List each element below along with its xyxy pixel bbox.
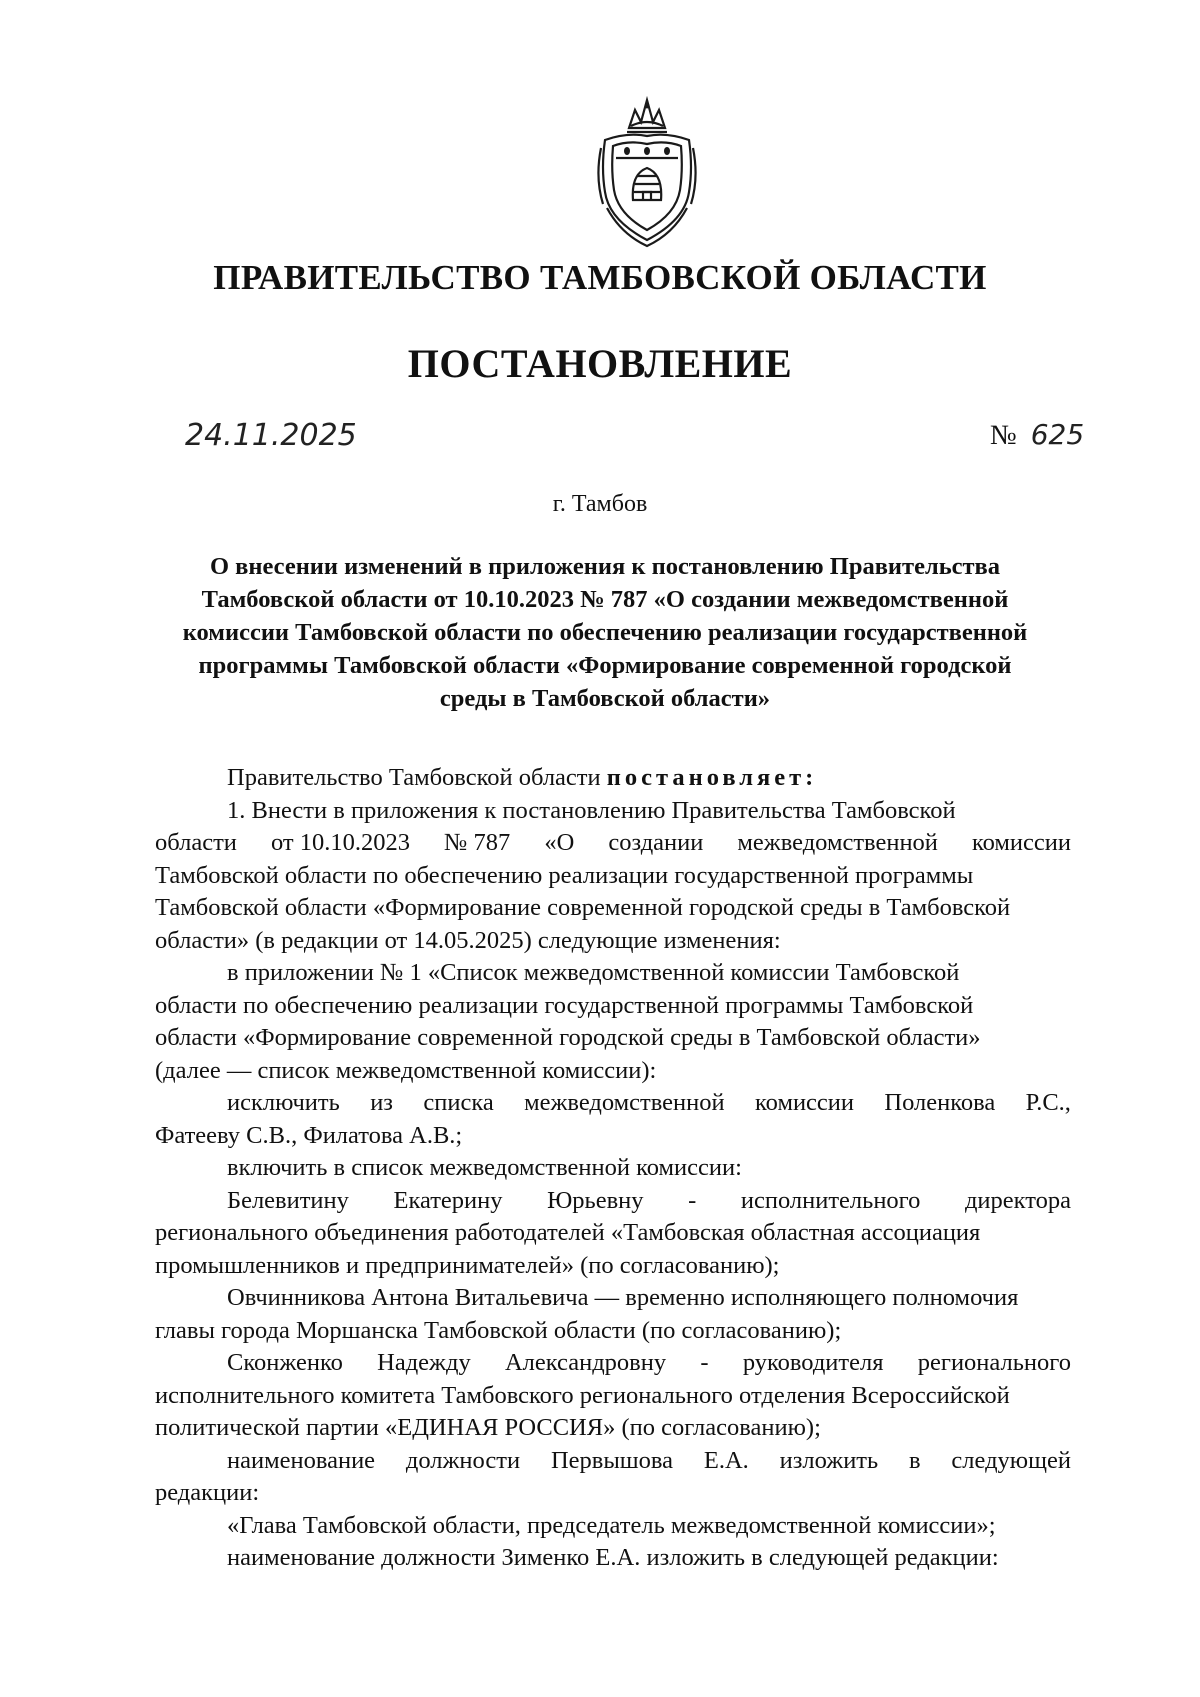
document-number <box>990 418 1084 452</box>
preamble <box>155 762 1071 795</box>
number-sign: № <box>990 420 1017 451</box>
body-line <box>155 1347 1071 1380</box>
body-word: от 10.10.2023 <box>270 829 410 856</box>
body-line <box>155 1282 1071 1315</box>
body-line <box>155 957 1071 990</box>
body-word: Тамбовской области по обеспечению реализации государственной программы <box>155 861 974 889</box>
body-word: области <box>155 829 237 856</box>
document-body <box>155 762 1071 1575</box>
body-word: исполнительного комитета Тамбовского регионального отделения Всероссийской <box>155 1381 1010 1409</box>
subject-line: Тамбовской области от 10.10.2023 № 787 «О создании межведомственной <box>201 586 1009 613</box>
document-date: 24.11.2025 <box>185 418 357 453</box>
body-word: создании <box>608 829 704 856</box>
body-word: изложить <box>779 1446 879 1474</box>
document-type-title: ПОСТАНОВЛЕНИЕ <box>407 341 793 386</box>
body-word: наименование <box>227 1446 376 1474</box>
body-word: Юрьевну <box>547 1186 644 1214</box>
body-word: комиссии <box>755 1089 855 1116</box>
body-word: политической партии «ЕДИНАЯ РОССИЯ» (по согласованию); <box>155 1414 821 1441</box>
body-line <box>155 1542 1071 1575</box>
body-lines <box>155 795 1071 1575</box>
body-word: Поленкова <box>884 1089 996 1116</box>
body-word: включить в список межведомственной комиссии: <box>227 1154 742 1181</box>
body-word: должности <box>405 1446 521 1474</box>
body-word: директора <box>964 1186 1071 1214</box>
body-line <box>155 1380 1071 1413</box>
body-word: редакции: <box>155 1479 260 1506</box>
body-word: Е.А. <box>703 1446 749 1474</box>
body-line <box>155 1152 1071 1185</box>
body-word: регионального <box>917 1349 1071 1376</box>
coat-of-arms-icon <box>591 88 703 250</box>
body-word: комиссии <box>971 829 1071 856</box>
body-word: Р.С., <box>1025 1089 1071 1116</box>
body-line <box>155 925 1071 958</box>
body-line <box>155 1185 1071 1218</box>
body-word: Сконженко <box>227 1349 343 1376</box>
body-word: Екатерину <box>393 1186 503 1214</box>
body-word: исключить <box>227 1089 340 1116</box>
body-line <box>155 860 1071 893</box>
body-word: промышленников и предпринимателей» (по согласованию); <box>155 1251 780 1279</box>
body-word: «О <box>544 829 575 856</box>
body-word: (далее — список межведомственной комиссии): <box>155 1056 657 1084</box>
body-word: Тамбовской области «Формирование современной городской среды в Тамбовской <box>155 894 1011 921</box>
body-word: № 787 <box>444 829 511 856</box>
subject-line: О внесении изменений в приложения к постановлению Правительства <box>209 553 1001 580</box>
body-line <box>155 1120 1071 1153</box>
body-word: исполнительного <box>740 1186 921 1214</box>
body-word: «Глава Тамбовской области, председатель межведомственной комиссии»; <box>227 1511 996 1539</box>
body-word: в <box>909 1446 921 1474</box>
city-line: г. Тамбов <box>552 491 648 517</box>
body-word: области» (в редакции от 14.05.2025) следующие изменения: <box>155 926 781 954</box>
body-line <box>155 1087 1071 1120</box>
body-word: области по обеспечению реализации государственной программы Тамбовской <box>155 991 974 1019</box>
body-line <box>155 1510 1071 1543</box>
body-word: следующей <box>951 1446 1071 1474</box>
body-word: списка <box>423 1089 494 1116</box>
body-word: области «Формирование современной городской среды в Тамбовской области» <box>155 1024 981 1051</box>
body-word: из <box>370 1089 393 1116</box>
body-word: в приложении № 1 «Список межведомственной комиссии Тамбовской <box>227 959 960 986</box>
preamble-text: Правительство Тамбовской области <box>227 764 607 791</box>
body-word: межведомственной <box>737 829 938 856</box>
body-word: 1. Внести в приложения к постановлению Правительства Тамбовской <box>227 796 956 824</box>
subject-line: среды в Тамбовской области» <box>439 685 771 712</box>
body-line <box>155 827 1071 860</box>
subject-line: комиссии Тамбовской области по обеспечению реализации государственной <box>182 619 1028 646</box>
body-line <box>155 1217 1071 1250</box>
body-line <box>155 1315 1071 1348</box>
body-word: регионального объединения работодателей «Тамбовская областная ассоциация <box>155 1219 981 1246</box>
subject-line: программы Тамбовской области «Формирование современной городской <box>198 652 1012 679</box>
organization-title: ПРАВИТЕЛЬСТВО ТАМБОВСКОЙ ОБЛАСТИ <box>213 258 987 297</box>
document-subject <box>165 550 1045 715</box>
body-word: главы города Моршанска Тамбовской области (по согласованию); <box>155 1316 842 1344</box>
body-line <box>155 1055 1071 1088</box>
body-line <box>155 1477 1071 1510</box>
body-word: Александровну <box>504 1349 667 1376</box>
body-line <box>155 795 1071 828</box>
body-word: - <box>700 1349 709 1376</box>
body-line <box>155 892 1071 925</box>
preamble-keyword: постановляет: <box>606 764 818 791</box>
body-word: межведомственной <box>524 1089 725 1116</box>
body-line <box>155 990 1071 1023</box>
body-word: наименование должности Зименко Е.А. изложить в следующей редакции: <box>227 1544 999 1571</box>
body-line <box>155 1250 1071 1283</box>
body-word: руководителя <box>742 1349 884 1376</box>
body-line <box>155 1022 1071 1055</box>
body-word: Фатееву С.В., Филатова А.В.; <box>155 1121 463 1149</box>
body-word: Овчинникова Антона Витальевича — временно исполняющего полномочия <box>227 1284 1019 1311</box>
number-value: 625 <box>1030 418 1085 451</box>
body-line <box>155 1445 1071 1478</box>
body-word: Надежду <box>377 1349 471 1376</box>
body-word: Первышова <box>550 1446 674 1474</box>
body-word: Белевитину <box>227 1186 349 1214</box>
body-word: - <box>688 1186 697 1214</box>
body-line <box>155 1412 1071 1445</box>
